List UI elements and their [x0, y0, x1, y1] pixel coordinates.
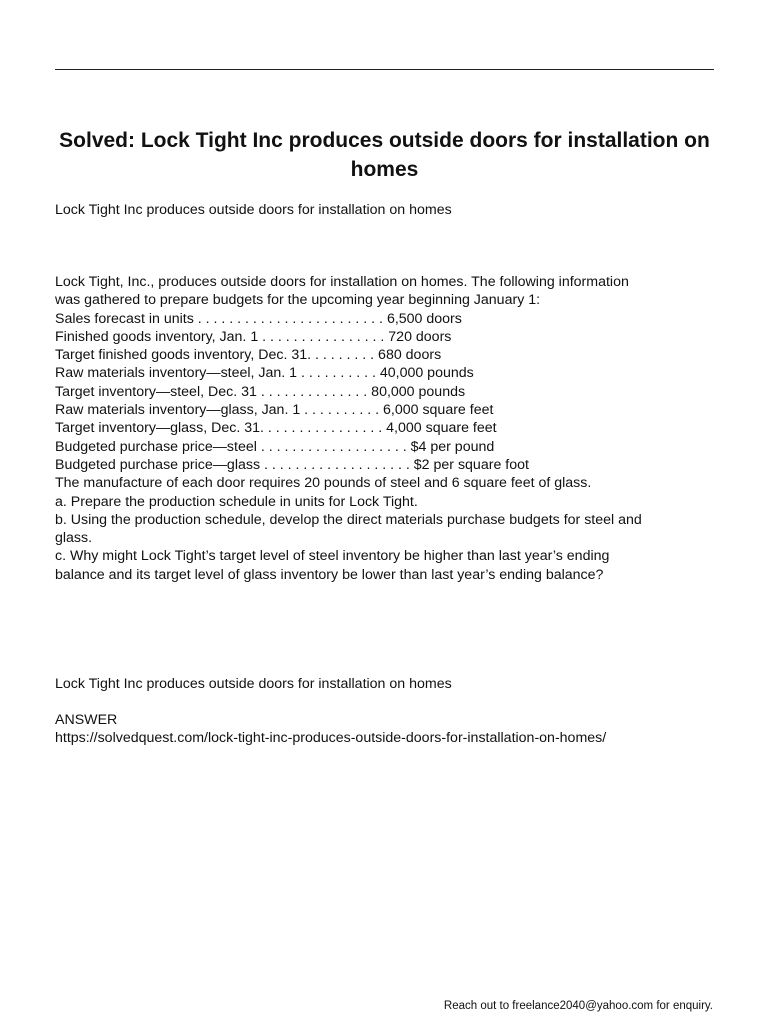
- body-line: a. Prepare the production schedule in units for Lock Tight.: [55, 493, 418, 510]
- body-line: Budgeted purchase price—glass . . . . . . . . . . . . . . . . . . . $2 per square foot: [55, 456, 529, 473]
- body-line: Target finished goods inventory, Dec. 31. . . . . . . . . 680 doors: [55, 347, 442, 364]
- body-line: Raw materials inventory—glass, Jan. 1 . . . . . . . . . . 6,000 square feet: [55, 402, 494, 419]
- body-line: Lock Tight, Inc., produces outside doors for installation on homes. The following information: [55, 274, 629, 290]
- body-line: b. Using the production schedule, develop the direct materials purchase budgets for steel and: [55, 511, 642, 528]
- body-line: balance and its target level of glass inventory be lower than last year’s ending balance?: [55, 566, 604, 583]
- body-line: glass.: [55, 530, 93, 547]
- body-line: Finished goods inventory, Jan. 1 . . . . . . . . . . . . . . . . 720 doors: [55, 328, 452, 345]
- subtitle: Lock Tight Inc produces outside doors for installation on homes: [55, 202, 452, 218]
- body-line: was gathered to prepare budgets for the upcoming year beginning January 1:: [55, 292, 541, 309]
- header-divider: [55, 69, 714, 70]
- answer-link[interactable]: https://solvedquest.com/lock-tight-inc-produces-outside-doors-for-installation-on-homes/: [55, 730, 607, 746]
- repeat-title: Lock Tight Inc produces outside doors for installation on homes: [55, 676, 452, 692]
- body-line: The manufacture of each door requires 20 pounds of steel and 6 square feet of glass.: [55, 475, 592, 492]
- body-line: Target inventory—steel, Dec. 31 . . . . . . . . . . . . . . 80,000 pounds: [55, 383, 466, 400]
- body-line: Budgeted purchase price—steel . . . . . . . . . . . . . . . . . . . $4 per pound: [55, 438, 495, 455]
- problem-text: [55, 273, 720, 584]
- body-line: Raw materials inventory—steel, Jan. 1 . . . . . . . . . . 40,000 pounds: [55, 365, 474, 382]
- page-title: Solved: Lock Tight Inc produces outside doors for installation on homes: [59, 129, 710, 181]
- footer-contact: Reach out to freelance2040@yahoo.com for enquiry.: [443, 1000, 713, 1012]
- answer-label: ANSWER: [55, 712, 118, 728]
- body-line: Sales forecast in units . . . . . . . . . . . . . . . . . . . . . . . . 6,500 doors: [55, 310, 462, 327]
- body-line: c. Why might Lock Tight’s target level of steel inventory be higher than last year’s ending: [55, 548, 610, 565]
- body-line: Target inventory—glass, Dec. 31. . . . . . . . . . . . . . . . 4,000 square feet: [55, 420, 497, 437]
